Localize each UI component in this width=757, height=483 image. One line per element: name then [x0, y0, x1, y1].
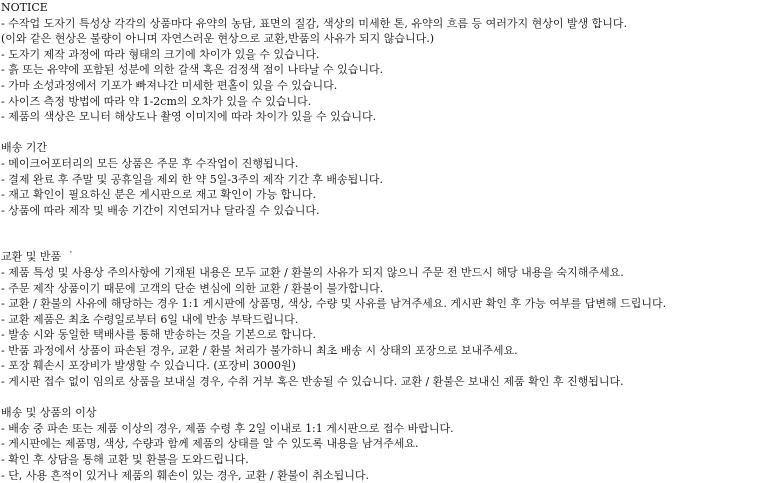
notice-section [0, 0, 757, 125]
notice-line: - 흙 또는 유약에 포함된 성분에 의한 갈색 혹은 검정색 점이 나타날 수 있습니다. [1, 63, 384, 77]
exchange-section [0, 249, 757, 389]
section-spacer [0, 390, 757, 406]
shipping-section [0, 140, 757, 218]
exchange-line: - 제품 특성 및 사용상 주의사항에 기재된 내용은 모두 교환 / 환불의 사유가 되지 않으니 주문 전 반드시 해당 내용을 숙지해주세요. [1, 265, 624, 279]
section-spacer [0, 218, 757, 249]
exchange-line: - 반품 과정에서 상품이 파손된 경우, 교환 / 환불 처리가 불가하니 최초 배송 시 상태의 포장으로 보내주세요. [1, 343, 518, 357]
shipping-line: - 재고 확인이 필요하신 분은 게시판으로 재고 확인이 가능 합니다. [1, 188, 316, 202]
exchange-line: - 교환 제품은 최초 수령일로부터 6일 내에 반송 부탁드립니다. [1, 312, 299, 326]
exchange-line: - 발송 시와 동일한 택배사를 통해 반송하는 것을 기본으로 합니다. [1, 328, 316, 342]
notice-line: - 도자기 제작 과정에 따라 형태의 크기에 차이가 있을 수 있습니다. [1, 47, 320, 61]
notice-line: - 수작업 도자기 특성상 각각의 상품마다 유약의 농담, 표면의 질감, 색상의 미세한 톤, 유약의 흐름 등 여러가지 현상이 발생 합니다. [1, 16, 628, 30]
notice-line: (이와 같은 현상은 불량이 아니며 자연스러운 현상으로 교환,반품의 사유가 되지 않습니다.) [1, 32, 435, 46]
exchange-line: - 포장 훼손시 포장비가 발생할 수 있습니다. (포장비 3000원) [1, 359, 296, 373]
notice-line: - 사이즈 측정 방법에 따라 약 1-2cm의 오차가 있을 수 있습니다. [1, 94, 312, 108]
notice-line: - 가마 소성과정에서 기포가 빠져나간 미세한 편홀이 있을 수 있습니다. [1, 78, 338, 92]
exchange-line: - 게시판 접수 없이 임의로 상품을 보내실 경우, 수취 거부 혹은 반송될 수 있습니다. 교환 / 환불은 보내신 제품 확인 후 진행됩니다. [1, 375, 624, 389]
defects-line: - 단, 사용 흔적이 있거나 제품의 훼손이 있는 경우, 교환 / 환불이 취소됩니다. [1, 468, 370, 482]
defects-section [0, 405, 757, 483]
defects-heading: 배송 및 상품의 이상 [1, 406, 97, 420]
shipping-heading: 배송 기간 [1, 141, 48, 155]
defects-line: - 배송 중 파손 또는 제품 이상의 경우, 제품 수령 후 2일 이내로 1:1 게시판으로 접수 바랍니다. [1, 421, 454, 435]
defects-line: - 확인 후 상담을 통해 교환 및 환불을 도와드립니다. [1, 453, 249, 467]
shipping-line: - 메이크어포터리의 모든 상품은 주문 후 수작업이 진행됩니다. [1, 156, 299, 170]
shipping-line: - 상품에 따라 제작 및 배송 기간이 지연되거나 달라질 수 있습니다. [1, 203, 320, 217]
defects-line: - 게시판에는 제품명, 색상, 수량과 함께 제품의 상태를 알 수 있도록 내용을 남겨주세요. [1, 437, 419, 451]
exchange-line: - 교환 / 환불의 사유에 해당하는 경우 1:1 게시판에 상품명, 색상, 수량 및 사유를 남겨주세요. 게시판 확인 후 가능 여부를 답변해 드립니다. [1, 297, 667, 311]
notice-line: - 제품의 색상은 모니터 해상도나 촬영 이미지에 따라 차이가 있을 수 있습니다. [1, 110, 377, 124]
section-spacer [0, 125, 757, 141]
notice-heading: NOTICE [1, 1, 48, 14]
shipping-line: - 결제 완료 후 주말 및 공휴일을 제외 한 약 5일-3주의 제작 기간 후 배송됩니다. [1, 172, 384, 186]
exchange-line: - 주문 제작 상품이기 때문에 고객의 단순 변심에 의한 교환 / 환불이 불가합니다. [1, 281, 384, 295]
exchange-heading: 교환 및 반품 ˙ [1, 250, 74, 264]
